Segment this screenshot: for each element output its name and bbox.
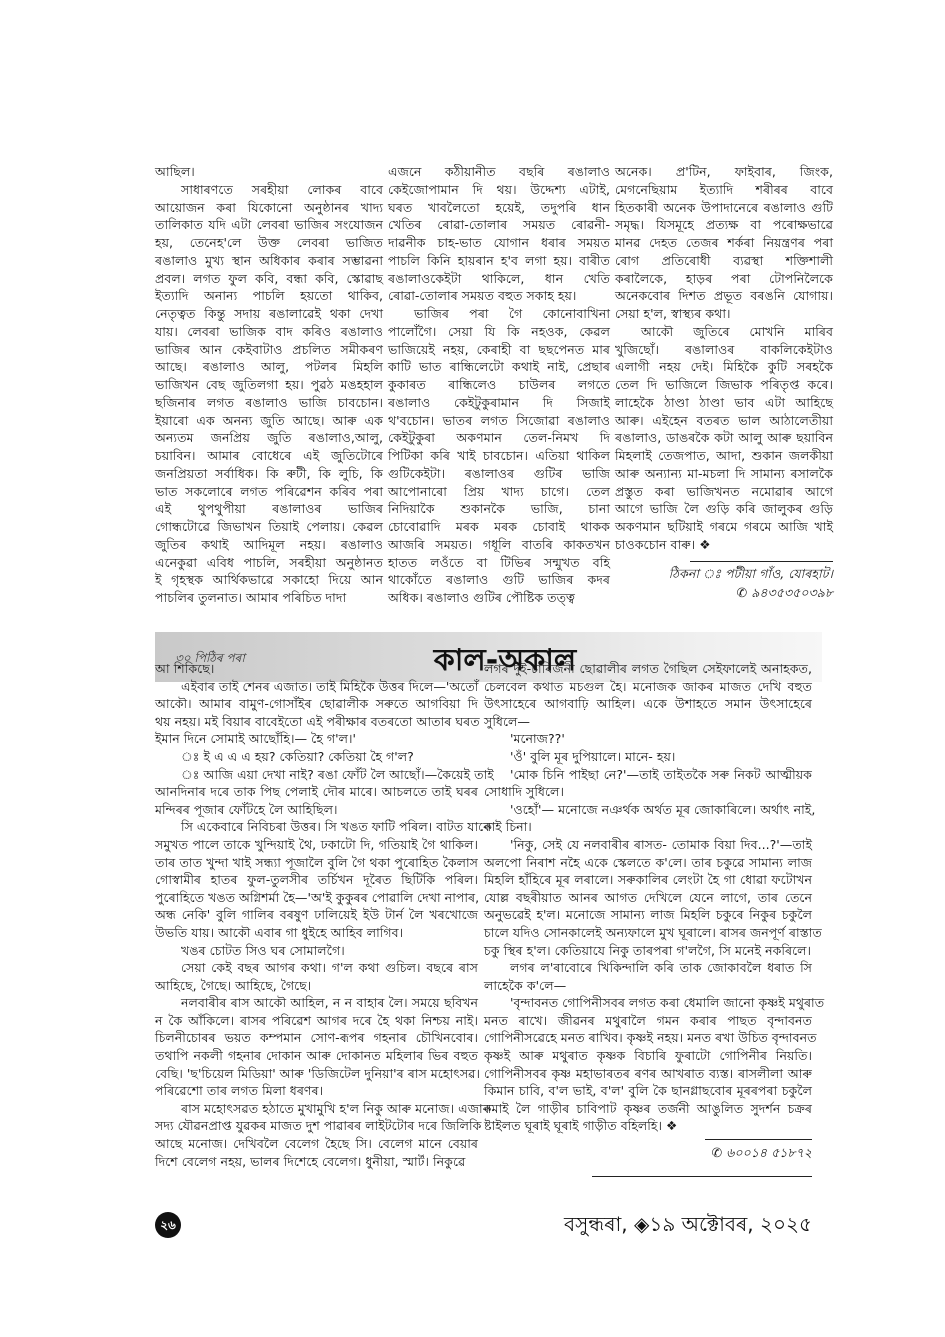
text-line: অকণমান ছটিয়াই গৰমে গৰমে আজি খাই bbox=[615, 519, 833, 534]
text-line: এলাগী নহয় দেই। মিহিকৈ কুটি সৰহকৈ bbox=[615, 359, 833, 375]
text-line: জনপ্ৰিয়তা সৰ্বাধিক। কি ৰুটী, কি লুচি, কি bbox=[155, 465, 383, 481]
text-line: পালোঁগৈ। সেয়া যি কি নহওক, কেৱল bbox=[388, 323, 610, 339]
text-line: মিহলাই তেজপাত, আদা, শুকান জলকীয়া bbox=[615, 448, 833, 463]
text-line: ঘৰত খাবলৈতো হয়েই, তদুপৰি ধান bbox=[388, 199, 610, 215]
text-line: কাটি ভাত ৰান্ধিলেটো কথাই নাই, প্ৰেছাৰ bbox=[388, 359, 610, 375]
text-line: ইত্যাদি অনান্য পাচলি হয়তো থাকিব, bbox=[155, 288, 383, 304]
text-line: হিতকাৰী অনেক উপাদানেৰে ৰঙালাও গুটি bbox=[615, 199, 833, 215]
text-line: মেগনেছিয়াম ইত্যাদি শৰীৰৰ বাবে bbox=[615, 181, 833, 197]
text-line: তেল দি ভাজিলে জিভাক পৰিতৃপ্ত কৰে। bbox=[615, 377, 833, 392]
text-line: সমৃদ্ধ। যিসমূহে প্ৰত্যক্ষ বা পৰোক্ষভাৱে bbox=[615, 217, 833, 233]
text-line: থ'বচোন। ভাতৰ লগত সিজোৱা ৰঙালাও bbox=[388, 412, 610, 428]
text-line: কৃষ্ণই আৰু মথুৰাত কৃষ্ণক বিচাৰি ফুৰাটো গোপিনীৰ নিয়তি। bbox=[484, 1048, 812, 1064]
text-line: লগৰ ল'ৰাবোৰে খিকিন্দালি কৰি তাক জোকাবলৈ ধৰাত সি bbox=[510, 960, 812, 976]
text-line: নলবাৰীৰ ৰাস আকৌ আহিল, ন ন বাহাৰ লৈ। সময়ে ছবিখন bbox=[181, 995, 478, 1011]
text-line: ৰঙালাও কেইটুকুৰামান দি সিজাই bbox=[388, 394, 610, 410]
text-line: আ শিকিছে। bbox=[155, 661, 215, 676]
text-line: খুজিছোঁ। ৰঙালাওৰ বাকলিকেইটাও bbox=[615, 341, 833, 357]
text-line: সেয়া হ'ল, স্বাস্থ্যৰ কথা। bbox=[615, 306, 731, 321]
text-line: গোন্ধটোৱে জিভাখন তিয়াই পেলায়। কেৱল bbox=[155, 519, 383, 534]
text-line: প্ৰস্তুত কৰা ভাজিখনত নমোৱাৰ আগে bbox=[615, 483, 833, 499]
text-line: পাচলিৰ তুলনাত। আমাৰ পৰিচিত দাদা bbox=[155, 590, 347, 605]
text-line: প্ৰবল। লগত ফুল কবি, বন্ধা কবি, স্কোৱাছ bbox=[155, 270, 383, 286]
text-line: পুৰোহিতে খঙত অগ্নিশৰ্মা হৈ—'অ'ই কুকুৰৰ পোৱালি দেখা নাপাৰ, bbox=[155, 889, 480, 905]
text-line: সাধাৰণতে সৰহীয়া লোকৰ বাবে bbox=[181, 181, 383, 197]
text-line: অনুভৱেই হ'ল। মনোজে সামান্য লাজ মিহলি চকুৰে নিকুৰ চকুলৈ bbox=[484, 907, 812, 923]
text-line: লাহেকৈ ক'লে— bbox=[484, 977, 567, 993]
text-line: ৰঙালাও, ডাঙৰকৈ কটা আলু আৰু ছয়াবিন bbox=[615, 430, 833, 446]
text-line: আৰু। এইহেন বতৰত ভাল আঠালেতীয়া bbox=[615, 412, 833, 428]
text-line: আহিছে, গৈছে। আহিছে, গৈছে। bbox=[155, 977, 312, 993]
text-line: পিটিকা কৰি খাই চাবচোন। এতিয়া থাকিল bbox=[388, 448, 610, 463]
text-line: চাওকচোন বাৰু। ❖ bbox=[615, 536, 711, 552]
text-line: আপোনাৰো প্ৰিয় খাদ্য চাগে। তেল bbox=[388, 483, 610, 499]
text-line: ঃ ই এ এ এ হয়? কেতিয়া? কেতিয়া হৈ গ'ল? bbox=[181, 748, 414, 764]
text-line: সি একেবাৰে নিবিচৰা উত্তৰ। সি খঙত ফাটি পৰিল। বাটত যাকে bbox=[181, 819, 492, 835]
text-line: গোপিনীসৱেহে মনত ৰাখিব। কৃষ্ণই নহয়। মনত ৰখা উচিত বৃন্দাবনত bbox=[484, 1030, 817, 1046]
text-line: পাচলি কিনি হায়ৰান হ'ব লগা হয়। বাৰীত bbox=[388, 252, 610, 268]
text-line: অনেকবোৰ দিশত প্ৰভূত বৰঙনি যোগায়। bbox=[615, 288, 833, 304]
text-line: ঃ আজি এয়া দেখা নাই? ৰঙা ফোঁট লৈ আছোঁ।—কৈয়েই তাই bbox=[181, 766, 494, 782]
text-line: ছজিনাৰ লগত ৰঙালাও ভাজি চাবচোন। bbox=[155, 394, 383, 410]
story-column-2 bbox=[484, 660, 825, 1135]
top-article-column-3 bbox=[615, 163, 833, 554]
text-line: আগে ভাজি লৈ গুড়ি কৰি জালুকৰ গুড়ি bbox=[615, 501, 833, 517]
text-line: ভাজিখন বেছ জুতিলগা হয়। পুৱঠ মঙহহাল bbox=[155, 377, 383, 392]
text-line: মিহলি হাঁহিৰে মূৰ লৰালে। সৰুকালিৰ লেংটা হৈ গা ধোৱা ফটোখন bbox=[484, 872, 812, 888]
text-line: এজনে কঠীয়ানীত বছৰি ৰঙালাও bbox=[388, 164, 610, 179]
text-line: ইয়াৰো এক অনন্য জুতি আছে। আৰু এক bbox=[155, 412, 383, 428]
text-line: আছে। ৰঙালাও আলু, পটলৰ মিহলি bbox=[155, 359, 383, 375]
text-line: সোধাদি সুধিলে। bbox=[484, 784, 564, 800]
text-line: ৰঙালাওকেইটা থাকিলে, ধান খেতি bbox=[388, 270, 610, 286]
text-line: আছে মনোজ। দেখিবলৈ বেলেগ হৈছে সি। বেলেগ মানে বেয়াৰ bbox=[155, 1136, 478, 1152]
text-line: কেইটুকুৰা অকণমান তেল-নিমখ দি bbox=[388, 430, 610, 446]
text-line: হয়, তেনেহ'লে উক্ত লেবৰা ভাজিত bbox=[155, 235, 383, 250]
text-line: গোপিনীসবৰ কৃষ্ণ মহাভাৰতৰ ৰণৰ আখৰাত ব্যস্ত। ৰাসলীলা আৰু bbox=[484, 1065, 812, 1081]
text-line: নেতৃত্বত কিন্তু সদায় ৰঙালাৱেই থকা দেখা bbox=[155, 306, 383, 321]
continued-from-label: ৩০ পিঠিৰ পৰা bbox=[175, 651, 245, 665]
text-line: সেয়া কেই বছৰ আগৰ কথা। গ'ল কথা গুচিল। বছৰে ৰাস bbox=[181, 960, 478, 976]
text-line: আয়োজন কৰা যিকোনো অনুষ্ঠানৰ খাদ্য bbox=[155, 199, 383, 215]
text-line: খঙৰ চোটত সিও ঘৰ সোমালগৈ। bbox=[181, 942, 345, 958]
top-article-column-2 bbox=[388, 163, 610, 607]
text-line: সদ্য যৌৱনপ্ৰাপ্ত যুৱকৰ মাজত দুশ পাৱাৰৰ লাইটটোৰ দৰে জিলিকি bbox=[155, 1118, 482, 1134]
text-line: অন্ধ নেকি' বুলি গালিৰ বৰষুণ ঢালিয়েই ইউ টাৰ্ন লৈ খৰখোজে bbox=[155, 907, 478, 923]
text-line: ষ্টাইলত ঘূৰাই ঘূৰাই গাড়ীত বহিলহি। ❖ bbox=[484, 1118, 678, 1134]
text-line: সমুখত পালে তাকে খুন্দিয়াই থৈ, ঢকাটো দি, গতিয়াই গৈ থাকিল। bbox=[155, 836, 478, 852]
text-line: উভতি যায়। আকৌ এবাৰ গা ধুইহে আহিব লাগিব। bbox=[155, 924, 404, 940]
text-line: চকু স্থিৰ হ'ল। কেতিয়াযে নিকু তাৰপৰা গ'লগৈ, সি মনেই নকৰিলে। bbox=[484, 942, 812, 958]
text-line: 'ওহোঁ'— মনোজে নঞৰ্থক অৰ্থত মূৰ জোকাৰিলে। অৰ্থাৎ নাই, bbox=[510, 801, 816, 817]
text-line: ভাত সকলোৰে লগত পৰিৱেশন কৰিব পৰা bbox=[155, 483, 383, 499]
credit-divider bbox=[690, 561, 833, 562]
text-line: পৰিৱেশো তাৰ লগত মিলা ধৰণৰ। bbox=[155, 1083, 324, 1099]
text-line: সুধিলে— bbox=[484, 713, 531, 729]
text-line: ভাজিৰ আন কেইবাটাও প্ৰচলিত সমীকৰণ bbox=[155, 341, 383, 357]
text-line: গুটিকেইটা। ৰঙালাওৰ গুটিৰ ভাজি bbox=[388, 465, 610, 481]
text-line: অধিক। ৰঙালাও গুটিৰ পৌষ্টিক তত্ত্ব bbox=[388, 590, 575, 605]
text-line: দাৱনীক চাহ-ভাত যোগান ধৰাৰ সময়ত bbox=[388, 235, 610, 250]
story-author-phone: ✆ ৬০০১৪ ৫১৮৭২ bbox=[711, 1145, 812, 1160]
text-line: চোবোৱাদি মৰক মৰক চোবাই থাকক bbox=[388, 519, 610, 534]
text-line: চিলনীচোৰৰ ভয়ত কম্পমান সোণ-ৰূপৰ গহনাৰ চৌখিনবোৰ। bbox=[155, 1030, 478, 1046]
text-line: চেলবেল কথাত মচগুল হৈ। মনোজক জাকৰ মাজত দেখি বহুত bbox=[484, 678, 812, 694]
text-line: দিশে বেলেগ নহয়, ভালৰ দিশেহে বেলেগ। ধুনীয়া, স্মাৰ্ট। নিকুৱে bbox=[155, 1153, 466, 1169]
text-line: 'নিকু, সেই যে নলবাৰীৰ ৰাসত- তোমাক বিয়া দিব...?'—তাই bbox=[510, 836, 812, 852]
story-title: কাল-অকাল bbox=[433, 643, 577, 678]
text-line: ৰোগ প্ৰতিৰোধী ব্যৱস্থা শক্তিশালী bbox=[615, 252, 833, 268]
text-line: নমাই লৈ গাড়ীৰ চাবিপাট কৃষ্ণৰ তৰ্জনী আঙুলিত সুদৰ্শন চক্ৰৰ bbox=[484, 1100, 812, 1116]
text-line: 'মনোজ??' bbox=[510, 731, 565, 747]
text-line: তালিকাত যদি এটা লেবৰা ভাজিৰ সংযোজন bbox=[155, 217, 383, 233]
text-line: মন্দিৰৰ পূজাৰ ফোঁটহে লৈ আহিছিল। bbox=[155, 801, 338, 817]
page-number: ২৬ bbox=[155, 1212, 181, 1238]
text-line: লাহেকৈ ঠাণ্ডা ঠাণ্ডা ভাব এটা আহিছে bbox=[615, 394, 833, 410]
text-line: আজৰি সময়ত। গধূলি বাতৰি কাকতখন bbox=[388, 536, 610, 552]
story-column-1 bbox=[155, 660, 494, 1170]
text-line: কৰালৈকে, হাড়ৰ পৰা টোপনিলৈকে bbox=[615, 270, 833, 286]
text-line: ৰঙালাও মুখ্য স্থান অধিকাৰ কৰাৰ সম্ভাৱনা bbox=[155, 252, 383, 268]
text-line: লগৰ দুই-চাৰিজনী ছোৱালীৰ লগত গৈছিল সেইফালেই অনাহকত, bbox=[484, 661, 812, 676]
text-line: 'মোক চিনি পাইছা নে?'—তাই তাইতকৈ সৰু নিকট আত্মীয়ক bbox=[510, 766, 812, 782]
text-line: কেইজোপামান দি থয়। উদ্দেশ্য এটাই, bbox=[388, 181, 610, 197]
text-line: এইবাৰ তাই শেনৰ এজাত। তাই মিহিকৈ উত্তৰ দিলে—'অতোঁ bbox=[181, 678, 479, 694]
text-line: মনত ৰাখে। জীৱনৰ মথুৰালৈ গমন কৰাৰ পাছত বৃন্দাবনত bbox=[484, 1012, 812, 1028]
text-line: অন্যতম জনপ্ৰিয় জুতি ৰঙালাও,আলু, bbox=[155, 430, 383, 446]
phone-divider bbox=[705, 1139, 812, 1140]
text-line: ন কৈ আঁকিলে। ৰাসৰ পৰিৱেশ আগৰ দৰে হৈ থকা নিশ্চয় নাই। bbox=[155, 1012, 478, 1028]
text-line: যায়। লেবৰা ভাজিক বাদ কৰিও ৰঙালাও bbox=[155, 323, 383, 339]
text-line: চালে যদিও সোনকালেই অন্যফালে মুখ ঘূৰালে। ৰাসৰ জনপূৰ্ণ ৰাস্তাত bbox=[484, 924, 822, 940]
text-line: জুতিৰ কথাই আদিমূল নহয়। ৰঙালাও bbox=[155, 536, 383, 552]
text-line: তথাপি নকলী গহনাৰ দোকান আৰু দোকানত মহিলাৰ ভিৰ বহুত bbox=[155, 1048, 478, 1064]
text-line: আকৌ জুতিৰে মোখনি মাৰিব bbox=[641, 323, 833, 339]
text-line: ই গৃহস্থক আৰ্থিকভাৱে সকাহো দিয়ে আন bbox=[155, 572, 383, 588]
text-line: ভাজিয়েই নহয়, কেৰাহী বা ছছপেনত মাৰ bbox=[388, 341, 610, 357]
author-phone: ✆ ৯৪৩৫৩৫০৩৯৮ bbox=[736, 585, 833, 600]
text-line: বেছি। 'ছ'চিয়েল মিডিয়া' আৰু 'ডিজিটেল দুনিয়া'ৰ ৰাস মহোৎসৱ। bbox=[155, 1065, 481, 1081]
author-address: ঠিকনা ঃ পটীয়া গাঁও, যোৰহাট। bbox=[668, 566, 833, 581]
text-line: নিদিয়াকৈ শুকানকৈ ভাজি, চানা bbox=[388, 501, 610, 517]
text-line: উৎসাহেৰে আগবাঢ়ি আহিল। একে উশাহতে সমান উৎসাহেৰে bbox=[484, 696, 812, 712]
text-line: এই থুপথুপীয়া ৰঙালাওৰ ভাজিৰ bbox=[155, 501, 383, 517]
text-line: আনদিনাৰ দৰে তাক পিছ পেলাই দৌৰ মাৰে। আচলতে তাই ঘৰৰ bbox=[155, 784, 478, 800]
text-line: আছিল। bbox=[155, 164, 195, 179]
text-line: গোস্বামীৰ হাতৰ ফুল-তুলসীৰ তৰ্চিখন দূৰৈত ছিটিকি পৰিল। bbox=[155, 872, 478, 888]
text-line: আকৌ। আমাৰ বামুণ-গোসাঁইৰ ছোৱালীক সৰুতে আগবিয়া দি bbox=[155, 696, 478, 712]
text-line: কুকাৰত ৰান্ধিলেও চাউলৰ লগতে bbox=[388, 377, 610, 392]
text-line: থয় নহয়। মই বিয়াৰ বাবেইতো এই পৰীক্ষাৰ বতৰতো আতাৰ ঘৰত bbox=[155, 713, 480, 729]
text-line: ভাজিৰ পৰা গৈ কোনোবাখিনা bbox=[414, 306, 610, 321]
text-line: নাই চিনা। bbox=[484, 819, 532, 835]
text-line: ইমান দিনে সোমাই আছোঁহি।— হৈ গ'ল।' bbox=[155, 731, 356, 747]
publication-footer: বসুন্ধৰা, ◈১৯ অক্টোবৰ, ২০২৫ bbox=[564, 1212, 812, 1236]
text-line: আৰু অন্যান্য মা-মচলা দি সামান্য ৰসালকৈ bbox=[615, 465, 833, 481]
footer-divider bbox=[592, 1176, 812, 1177]
text-line: যোল্ল বছৰীয়াত আনৰ আগত দেখিলে যেনে লাগে, তাৰ তেনে bbox=[484, 889, 812, 905]
text-line: 'বৃন্দাবনত গোপিনীসবৰ লগত কৰা ধেমালি জানো কৃষ্ণই মথুৰাত bbox=[510, 995, 825, 1011]
text-line: খেতিৰ ৰোৱা-তোলাৰ সময়ত ৰোৱনী- bbox=[388, 217, 610, 233]
text-line: কিমান চাবি, ব'ল ভাই, ব'ল' বুলি কৈ ছানগ্লাছবোৰ মূৰৰপৰা চকুলৈ bbox=[484, 1083, 812, 1099]
text-line: মানৱ দেহত তেজৰ শৰ্কৰা নিয়ন্ত্ৰণৰ পৰা bbox=[615, 235, 833, 250]
text-line: তাৰ তাত খুন্দা খাই সন্ধ্যা পূজালৈ বুলি গৈ থকা পুৰোহিত কৈলাস bbox=[155, 854, 478, 870]
text-line: ৰাস মহোৎসৱত হঠাতে মুখামুখি হ'ল নিকু আৰু মনোজ। এজাক bbox=[181, 1100, 492, 1116]
text-line: অনেক। প্ৰ'টিন, ফাইবাৰ, জিংক, bbox=[615, 164, 833, 179]
text-line: ৰোৱা-তোলাৰ সময়ত বহুত সকাহ হয়। bbox=[388, 288, 577, 304]
text-line: অলপো নিৰাশ নহৈ একে স্কেলতে ক'লে। তাৰ চকুৱে সামান্য লাজ bbox=[484, 854, 812, 870]
top-article-column-1 bbox=[155, 163, 383, 607]
text-line: এনেকুৱা এবিধ পাচলি, সৰহীয়া অনুষ্ঠানত bbox=[155, 554, 383, 570]
text-line: 'ওঁ' বুলি মূৰ দুপিয়ালে। মানে- হয়। bbox=[510, 748, 676, 764]
text-line: থাকোঁতে ৰঙালাও গুটি ভাজিৰ কদৰ bbox=[388, 572, 610, 588]
text-line: চয়াবিন। আমাৰ বোধেৰে এই জুতিটোৰে bbox=[155, 448, 383, 463]
text-line: হাতত লওঁতে বা টিভিৰ সন্মুখত বহি bbox=[388, 554, 610, 570]
